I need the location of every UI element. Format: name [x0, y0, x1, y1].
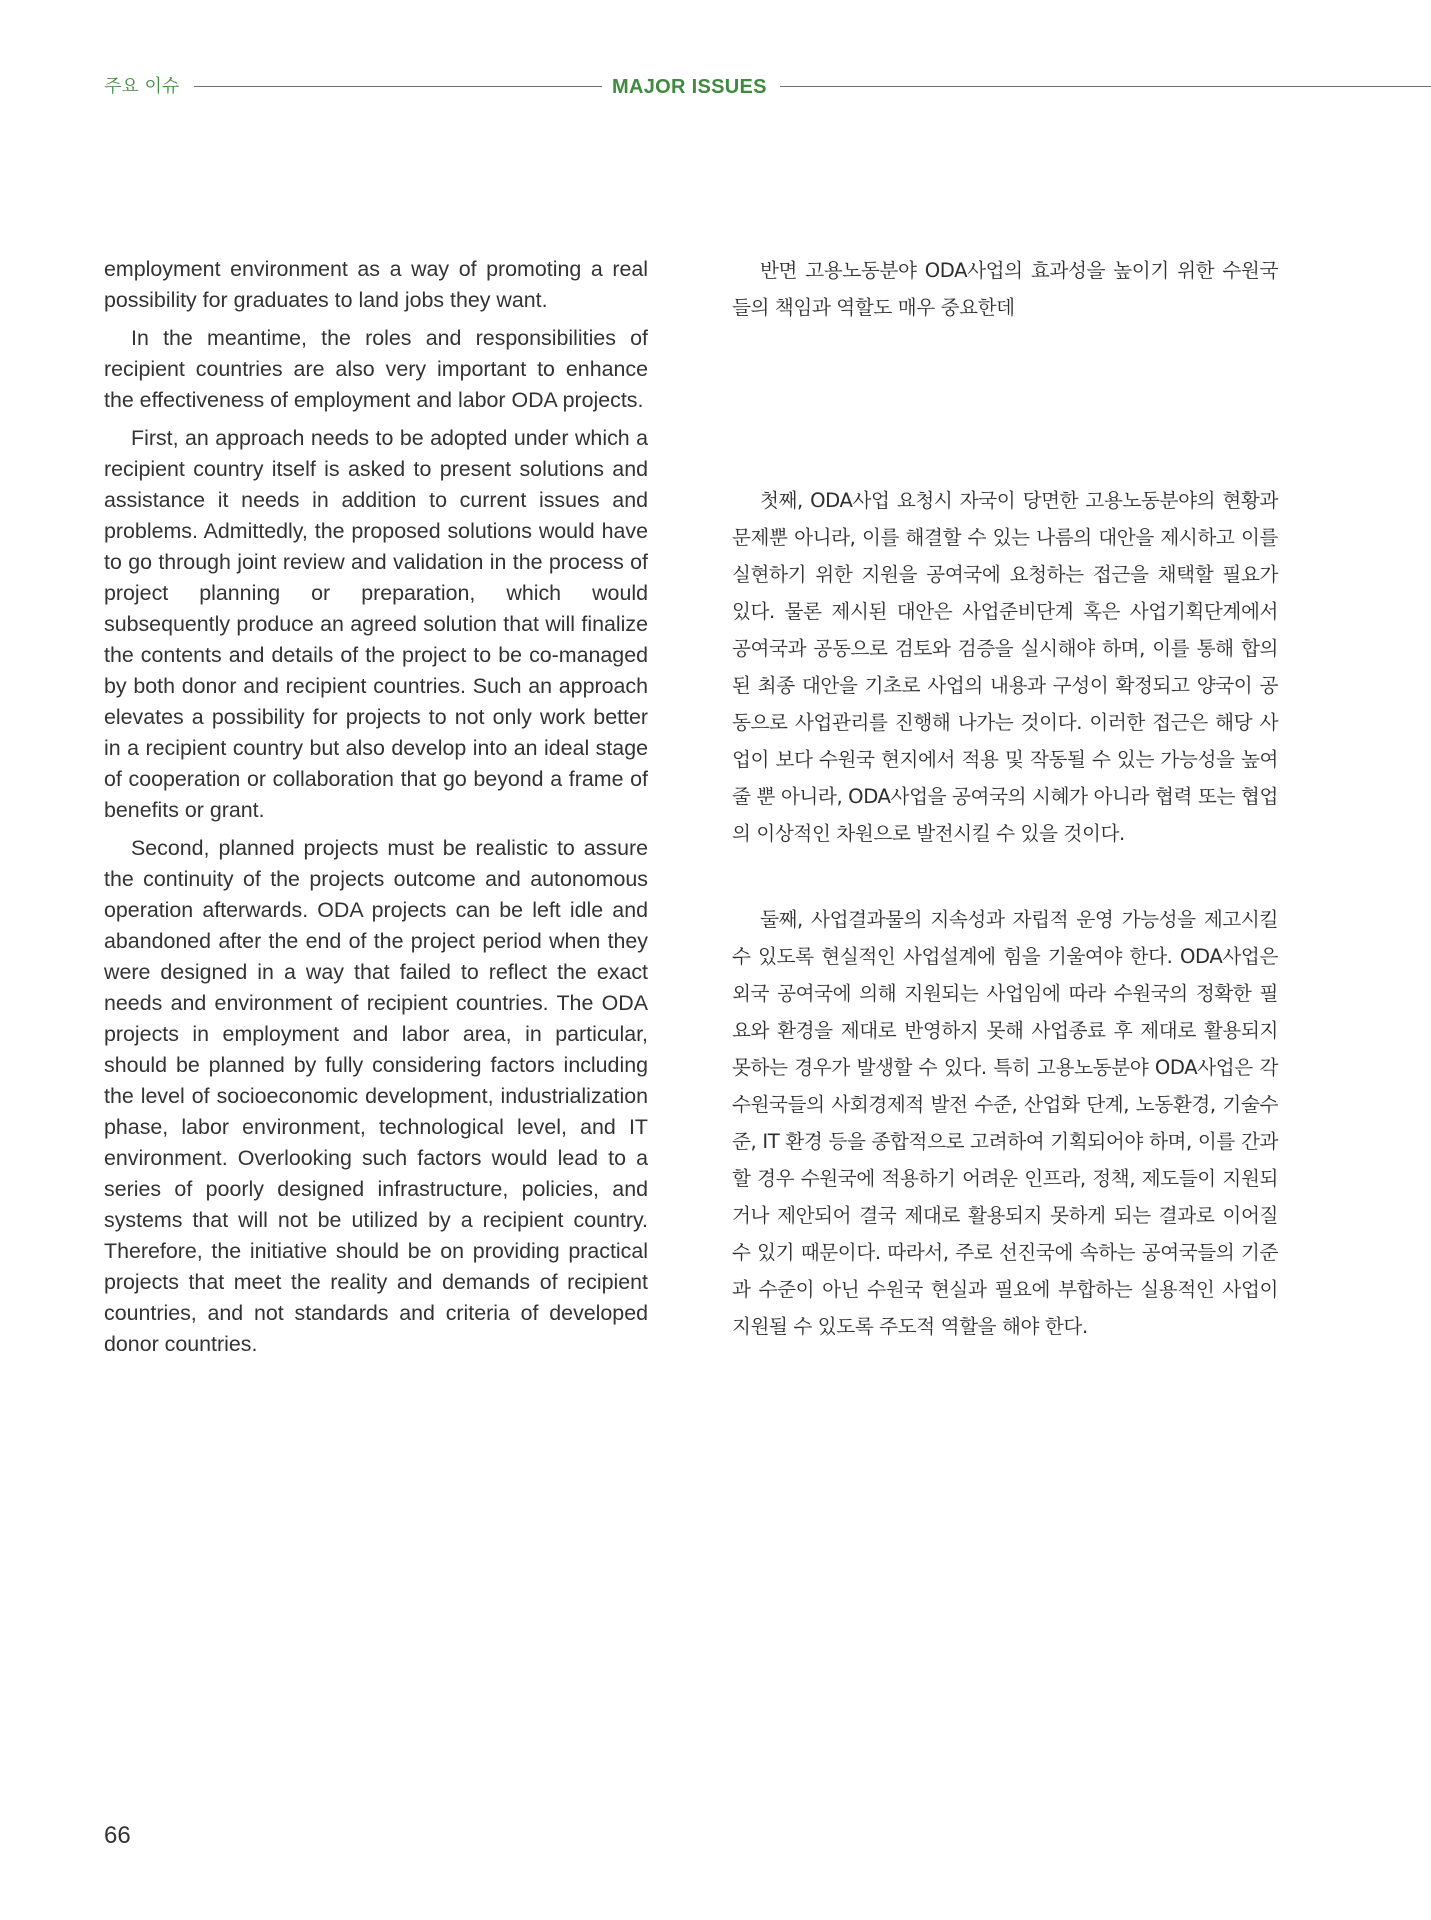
page-number: 66	[104, 1822, 131, 1849]
header-rule-right	[780, 86, 1431, 87]
english-paragraph: Second, planned projects must be realistic to assure the continuity of the projects outcome and autonomous operation afterwards. ODA projects can be left idle and abandoned after the end of the project period when they were designed in a way that failed to reflect the exact needs and environment of recipient countries. The ODA projects in employment and labor area, in particular, should be planned by fully considering factors including the level of socioeconomic development, industrialization phase, labor environment, technological level, and IT environment. Overlooking such factors would lead to a series of poorly designed infrastructure, policies, and systems that will not be utilized by a recipient country. Therefore, the initiative should be on providing practical projects that meet the reality and demands of recipient countries, and not standards and criteria of developed donor countries.	[104, 836, 648, 1356]
korean-paragraph: 첫째, ODA사업 요청시 자국이 당면한 고용노동분야의 현황과 문제뿐 아니라, 이를 해결할 수 있는 나름의 대안을 제시하고 이를 실현하기 위한 지원을 공여국에 요청하는 접근을 채택할 필요가 있다. 물론 제시된 대안은 사업준비단계 혹은 사업기획단계에서 공여국과 공동으로 검토와 검증을 실시해야 하며, 이를 통해 합의된 최종 대안을 기초로 사업의 내용과 구성이 확정되고 양국이 공동으로 사업관리를 진행해 나가는 것이다. 이러한 접근은 해당 사업이 보다 수원국 현지에서 적용 및 작동될 수 있는 가능성을 높여줄 뿐 아니라, ODA사업을 공여국의 시혜가 아니라 협력 또는 협업의 이상적인 차원으로 발전시킬 수 있을 것이다.	[732, 489, 1278, 845]
korean-paragraph: 둘째, 사업결과물의 지속성과 자립적 운영 가능성을 제고시킬 수 있도록 현실적인 사업설계에 힘을 기울여야 한다. ODA사업은 외국 공여국에 의해 지원되는 사업임에 따라 수원국의 정확한 필요와 환경을 제대로 반영하지 못해 사업종료 후 제대로 활용되지 못하는 경우가 발생할 수 있다. 특히 고용노동분야 ODA사업은 각 수원국들의 사회경제적 발전 수준, 산업화 단계, 노동환경, 기술수준, IT 환경 등을 종합적으로 고려하여 기획되어야 하며, 이를 간과할 경우 수원국에 적용하기 어려운 인프라, 정책, 제도들이 지원되거나 제안되어 결국 제대로 활용되지 못하게 되는 결과로 이어질 수 있기 때문이다. 따라서, 주로 선진국에 속하는 공여국들의 기준과 수준이 아닌 수원국 현실과 필요에 부합하는 실용적인 사업이 지원될 수 있도록 주도적 역할을 해야 한다.	[732, 908, 1278, 1338]
section-label-english: MAJOR ISSUES	[612, 76, 767, 98]
english-paragraph: First, an approach needs to be adopted under which a recipient country itself is asked to present solutions and assistance it needs in addition to current issues and problems. Admittedly, the proposed solutions would have to go through joint review and validation in the process of project planning or preparation, which would subsequently produce an agreed solution that will finalize the contents and details of the project to be co-managed by both donor and recipient countries. Such an approach elevates a possibility for projects to not only work better in a recipient country but also develop into an ideal stage of cooperation or collaboration that go beyond a frame of benefits or grant.	[104, 426, 648, 822]
running-header	[104, 74, 1431, 100]
header-rule-left	[194, 86, 602, 87]
english-paragraph: In the meantime, the roles and responsibilities of recipient countries are also very important to enhance the effectiveness of employment and labor ODA projects.	[104, 326, 648, 412]
korean-column	[732, 252, 1278, 1345]
english-column	[104, 254, 648, 1367]
korean-paragraph: 반면 고용노동분야 ODA사업의 효과성을 높이기 위한 수원국들의 책임과 역할도 매우 중요한데	[732, 259, 1278, 319]
section-label-korean: 주요 이슈	[104, 76, 180, 97]
english-paragraph: employment environment as a way of promoting a real possibility for graduates to land jobs they want.	[104, 257, 648, 312]
